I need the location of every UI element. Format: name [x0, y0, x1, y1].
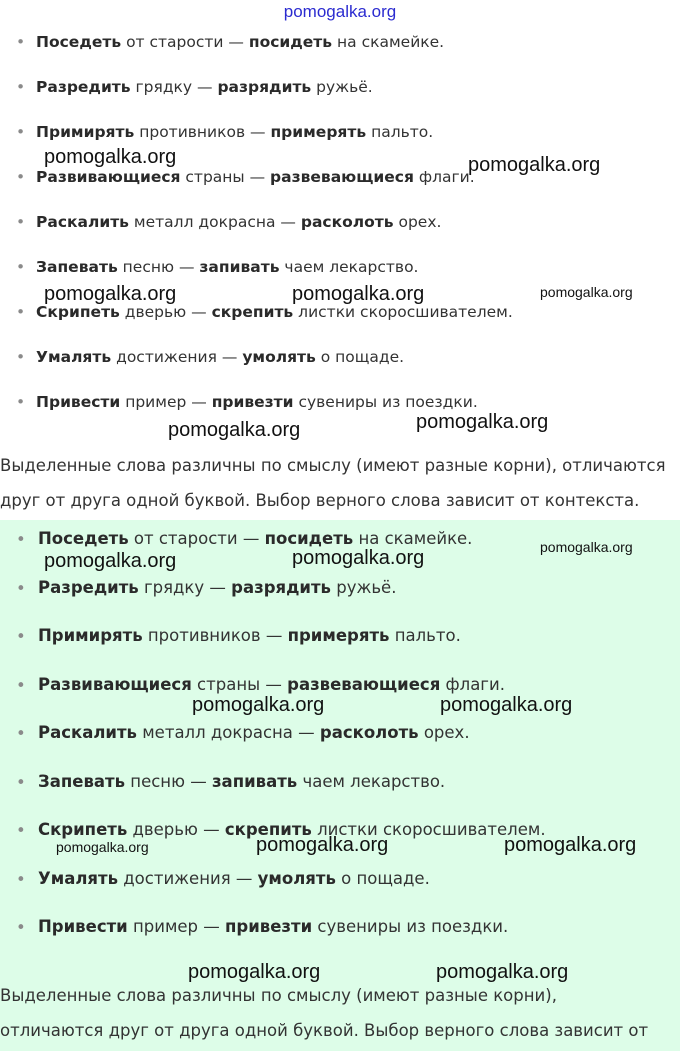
second-context: сувениры из поездки. [293, 393, 478, 411]
first-word: Раскалить [36, 213, 129, 231]
watermark: pomogalka.org [44, 550, 177, 572]
watermark: pomogalka.org [256, 834, 389, 856]
first-word: Скрипеть [36, 303, 120, 321]
word-pair-text [36, 33, 444, 51]
bullet-icon: • [16, 393, 26, 411]
second-context: листки скоросшивателем. [311, 820, 546, 839]
word-pair-text [36, 78, 373, 96]
second-context: ружьё. [311, 78, 373, 96]
first-word: Привести [36, 393, 121, 411]
first-context: пример — [120, 393, 212, 411]
first-word: Умалять [38, 868, 119, 888]
first-context: дверью — [127, 820, 225, 839]
first-word: Запевать [38, 771, 126, 791]
bullet-icon: • [16, 675, 26, 695]
first-word: Поседеть [36, 33, 122, 51]
second-word: умолять [242, 348, 316, 366]
second-word: скрепить [224, 820, 312, 839]
watermark: pomogalka.org [436, 961, 569, 983]
bullet-icon: • [16, 348, 26, 366]
first-word: Запевать [36, 258, 118, 276]
watermark: pomogalka.org [292, 547, 425, 569]
first-context: от старости — [121, 33, 249, 51]
first-context: страны — [180, 168, 271, 186]
second-word: умолять [257, 868, 336, 888]
second-word: развевающиеся [270, 168, 414, 186]
bullet-icon: • [16, 869, 26, 889]
word-pair-text [36, 258, 418, 276]
second-context: пальто. [389, 626, 461, 645]
watermark: pomogalka.org [192, 694, 325, 716]
watermark: pomogalka.org [292, 283, 425, 305]
first-context: песню — [117, 258, 200, 276]
word-pair-text [38, 723, 470, 742]
second-context: ружьё. [330, 577, 397, 597]
second-word: привезти [225, 917, 313, 936]
first-context: пример — [127, 917, 226, 936]
bullet-icon: • [16, 724, 26, 743]
second-word: примерять [287, 626, 390, 645]
watermark: pomogalka.org [416, 411, 549, 433]
first-word: Поседеть [38, 529, 129, 548]
word-pair-text [38, 529, 472, 548]
first-context: противников — [134, 123, 271, 141]
first-word: Раскалить [38, 723, 137, 742]
bullet-icon: • [16, 213, 26, 231]
watermark: pomogalka.org [468, 154, 601, 176]
explanation-line-2: друг от друга одной буквой. Выбор верного слова зависит от контекста. [0, 491, 640, 510]
first-word: Развивающиеся [38, 674, 192, 694]
second-context: листки скоросшивателем. [293, 303, 513, 321]
watermark: pomogalka.org [44, 146, 177, 168]
first-word: Привести [38, 917, 128, 936]
word-pair-text [36, 123, 433, 141]
second-context: флаги. [440, 674, 505, 694]
second-context: пальто. [366, 123, 434, 141]
first-word: Примирять [38, 626, 143, 645]
word-pair-text [36, 168, 475, 186]
bullet-icon: • [16, 168, 26, 186]
second-word: запивать [199, 258, 280, 276]
first-word: Разредить [38, 577, 139, 597]
first-word: Скрипеть [38, 820, 128, 839]
watermark: pomogalka.org [504, 834, 637, 856]
first-context: металл докрасна — [136, 723, 320, 742]
second-word: расколоть [300, 213, 394, 231]
second-word: запивать [211, 771, 298, 791]
second-context: о пощаде. [315, 348, 405, 366]
bullet-icon: • [16, 78, 26, 96]
site-url-header[interactable]: pomogalka.org [283, 2, 397, 21]
bullet-icon: • [16, 918, 26, 937]
second-word: примерять [270, 123, 367, 141]
first-word: Примирять [36, 123, 135, 141]
bullet-icon: • [16, 578, 26, 598]
bullet-icon: • [16, 772, 26, 792]
second-context: чаем лекарство. [297, 771, 446, 791]
first-context: грядку — [130, 78, 218, 96]
first-word: Умалять [36, 348, 112, 366]
explanation-repeat-line-1: Выделенные слова различны по смыслу (имеют разные корни), [0, 986, 557, 1005]
first-context: грядку — [138, 577, 232, 597]
word-pair-text [38, 917, 508, 936]
bullet-icon: • [16, 627, 26, 646]
first-word: Разредить [36, 78, 131, 96]
second-context: чаем лекарство. [279, 258, 419, 276]
second-word: скрепить [211, 303, 294, 321]
second-context: на скамейке. [332, 33, 445, 51]
word-pair-text [36, 393, 478, 411]
watermark: pomogalka.org [168, 419, 301, 441]
second-context: сувениры из поездки. [312, 917, 509, 936]
watermark: pomogalka.org [44, 283, 177, 305]
watermark: pomogalka.org [440, 694, 573, 716]
bullet-icon: • [16, 33, 26, 51]
first-context: достижения — [111, 348, 243, 366]
word-pair-text [38, 869, 430, 888]
second-word: разрядить [231, 577, 331, 597]
second-context: о пощаде. [335, 868, 430, 888]
second-context: флаги. [413, 168, 475, 186]
bullet-icon: • [16, 258, 26, 276]
explanation-repeat-line-2: отличаются друг от друга одной буквой. Выбор верного слова зависит от [0, 1021, 649, 1040]
bullet-icon: • [16, 123, 26, 141]
first-context: от старости — [128, 529, 265, 548]
watermark: pomogalka.org [540, 539, 633, 555]
word-pair-text [38, 626, 461, 645]
second-word: привезти [211, 393, 294, 411]
bullet-icon: • [16, 530, 26, 549]
watermark: pomogalka.org [540, 284, 633, 300]
word-pair-text [36, 348, 404, 366]
watermark: pomogalka.org [188, 961, 321, 983]
word-pair-text [38, 578, 396, 597]
second-word: посидеть [264, 529, 354, 548]
word-pair-text [36, 213, 441, 231]
second-context: орех. [393, 213, 442, 231]
first-context: достижения — [118, 868, 258, 888]
first-word: Развивающиеся [36, 168, 181, 186]
first-context: страны — [191, 674, 288, 694]
second-context: на скамейке. [353, 529, 473, 548]
first-context: песню — [125, 771, 212, 791]
second-context: орех. [418, 723, 470, 742]
bullet-icon: • [16, 821, 26, 840]
watermark: pomogalka.org [56, 839, 149, 855]
first-context: металл докрасна — [129, 213, 301, 231]
first-context: дверью — [119, 303, 212, 321]
second-word: развевающиеся [287, 674, 441, 694]
second-word: расколоть [319, 723, 419, 742]
second-word: разрядить [217, 78, 312, 96]
explanation-line-1: Выделенные слова различны по смыслу (имеют разные корни), отличаются [0, 456, 666, 475]
second-word: посидеть [248, 33, 333, 51]
bullet-icon: • [16, 303, 26, 321]
first-context: противников — [142, 626, 288, 645]
word-pair-text [38, 772, 445, 791]
word-pair-text [38, 675, 505, 694]
